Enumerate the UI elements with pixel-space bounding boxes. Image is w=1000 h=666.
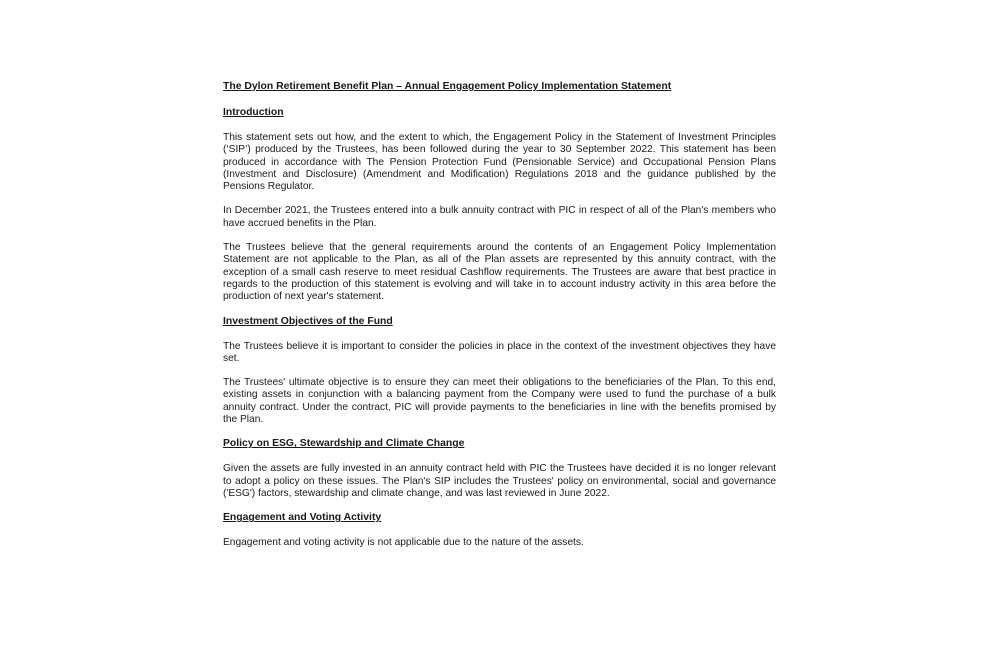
intro-paragraph-3: The Trustees believe that the general requirements around the contents of an Engagement Policy Implementation Statement are not applicable to the Plan, as all of the Plan assets are represented by this annuity contract, with the exception of a small cash reserve to meet residual Cashflow requirements. The Trustees are aware that best practice in regards to the production of this statement is evolving and will take in to account industry activity in this area before the production of next year's statement. [223, 242, 776, 303]
section-heading-esg-policy: Policy on ESG, Stewardship and Climate Change [223, 438, 465, 450]
section-introduction [223, 106, 776, 304]
section-investment-objectives [223, 315, 776, 427]
section-heading-engagement-voting: Engagement and Voting Activity [223, 512, 382, 524]
engagement-paragraph-1: Engagement and voting activity is not applicable due to the nature of the assets. [223, 537, 584, 549]
section-heading-investment-objectives: Investment Objectives of the Fund [223, 315, 393, 327]
section-heading-introduction: Introduction [223, 107, 284, 118]
objectives-paragraph-2: The Trustees' ultimate objective is to ensure they can meet their obligations to the beneficiaries of the Plan. To this end, existing assets in conjunction with a balancing payment from the Company were used to fund the purchase of a bulk annuity contract. Under the contract, PIC will provide payments to the beneficiaries in line with the benefits promised by the Plan. [223, 377, 776, 426]
objectives-paragraph-1: The Trustees believe it is important to consider the policies in place in the context of the investment objectives they have set. [223, 340, 776, 364]
intro-paragraph-1: This statement sets out how, and the extent to which, the Engagement Policy in the Statement of Investment Principles (‘SIP’) produced by the Trustees, has been followed during the year to 30 September 2022. This statement has been produced in accordance with The Pension Protection Fund (Pensionable Service) and Occupational Pension Plans (Investment and Disclosure) (Amendment and Modification) Regulations 2018 and the guidance published by the Pensions Regulator. [223, 132, 776, 193]
document-title: The Dylon Retirement Benefit Plan – Annual Engagement Policy Implementation Statement [223, 81, 672, 92]
section-esg-policy [223, 437, 776, 500]
section-engagement-voting [223, 511, 776, 549]
esg-paragraph-1: Given the assets are fully invested in an annuity contract held with PIC the Trustees have decided it is no longer relevant to adopt a policy on these issues. The Plan's SIP includes the Trustees' policy on environmental, social and governance ('ESG') factors, stewardship and climate change, and was last reviewed in June 2022. [223, 463, 776, 499]
document-page [223, 80, 776, 562]
intro-paragraph-2: In December 2021, the Trustees entered into a bulk annuity contract with PIC in respect of all of the Plan's members who have accrued benefits in the Plan. [223, 205, 776, 229]
